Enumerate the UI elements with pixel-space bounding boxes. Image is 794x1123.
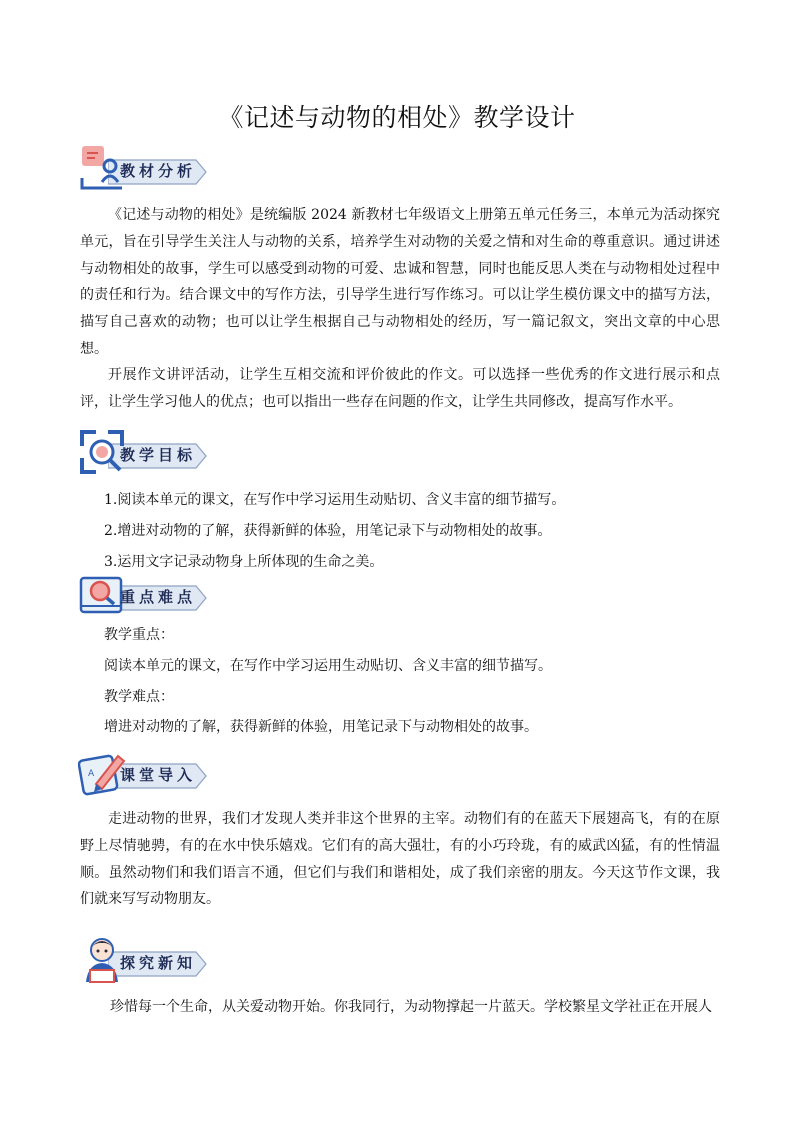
section-label: 重点难点 xyxy=(120,588,197,606)
section-header-intro xyxy=(78,748,218,800)
section-header-key-points xyxy=(78,570,218,622)
page-title: 《记述与动物的相处》教学设计 xyxy=(218,103,576,132)
section-label: 课堂导入 xyxy=(120,766,197,784)
section-header-goals xyxy=(78,428,218,480)
explore-paragraph: 珍惜每一个生命，从关爱动物开始。你我同行，为动物撑起一片蓝天。学校繁星文学社正在开展人 xyxy=(110,999,712,1015)
section-label: 教学目标 xyxy=(120,446,197,464)
goal-item-3: 3.运用文字记录动物身上所体现的生命之美。 xyxy=(104,554,384,570)
section-header-explore xyxy=(78,936,218,988)
intro-paragraph: 走进动物的世界，我们才发现人类并非这个世界的主宰。动物们有的在蓝天下展翅高飞，有的在原野上尽情驰骋，有的在水中快乐嬉戏。它们有的高大强壮，有的小巧玲珑，有的威武凶猛，有的性情温顺。虽然动物们和我们语言不通，但它们与我们和谐相处，成了我们亲密的朋友。今天这节作文课，我们就来写写动物朋友。 xyxy=(80,811,720,908)
difficulty-text: 增进对动物的了解，获得新鲜的体验，用笔记录下与动物相处的故事。 xyxy=(104,719,538,735)
student-reading-icon xyxy=(78,936,126,986)
book-podium-icon xyxy=(78,144,126,194)
magnifier-book-icon xyxy=(78,570,126,620)
goal-item-2: 2.增进对动物的了解，获得新鲜的体验，用笔记录下与动物相处的故事。 xyxy=(104,523,552,539)
section-header-analysis xyxy=(78,144,218,196)
goal-item-1: 1.阅读本单元的课文，在写作中学习运用生动贴切、含义丰富的细节描写。 xyxy=(104,492,566,508)
section-label: 探究新知 xyxy=(120,954,197,972)
analysis-paragraph-1: 《记述与动物的相处》是统编版 2024 新教材七年级语文上册第五单元任务三，本单元为活动探究单元，旨在引导学生关注人与动物的关系，培养学生对动物的关爱之情和对生命的尊重意识。通过讲述与动物相处的故事，学生可以感受到动物的可爱、忠诚和智慧，同时也能反思人类在与动物相处过程中的责任和行为。结合课文中的写作方法，引导学生进行写作练习。可以让学生模仿课文中的描写方法，描写自己喜欢的动物；也可以让学生根据自己与动物相处的经历，写一篇记叙文，突出文章的中心思想。 xyxy=(80,207,720,357)
pen-notebook-icon xyxy=(78,748,126,798)
key-point-label: 教学重点： xyxy=(104,627,174,643)
magnifier-target-icon xyxy=(78,428,126,478)
analysis-paragraph-2: 开展作文讲评活动，让学生互相交流和评价彼此的作文。可以选择一些优秀的作文进行展示和点评，让学生学习他人的优点；也可以指出一些存在问题的作文，让学生共同修改，提高写作水平。 xyxy=(80,367,720,410)
key-point-text: 阅读本单元的课文，在写作中学习运用生动贴切、含义丰富的细节描写。 xyxy=(104,658,552,674)
section-label: 教材分析 xyxy=(120,162,197,180)
svg-text:A: A xyxy=(88,769,95,779)
difficulty-label: 教学难点： xyxy=(104,689,174,705)
